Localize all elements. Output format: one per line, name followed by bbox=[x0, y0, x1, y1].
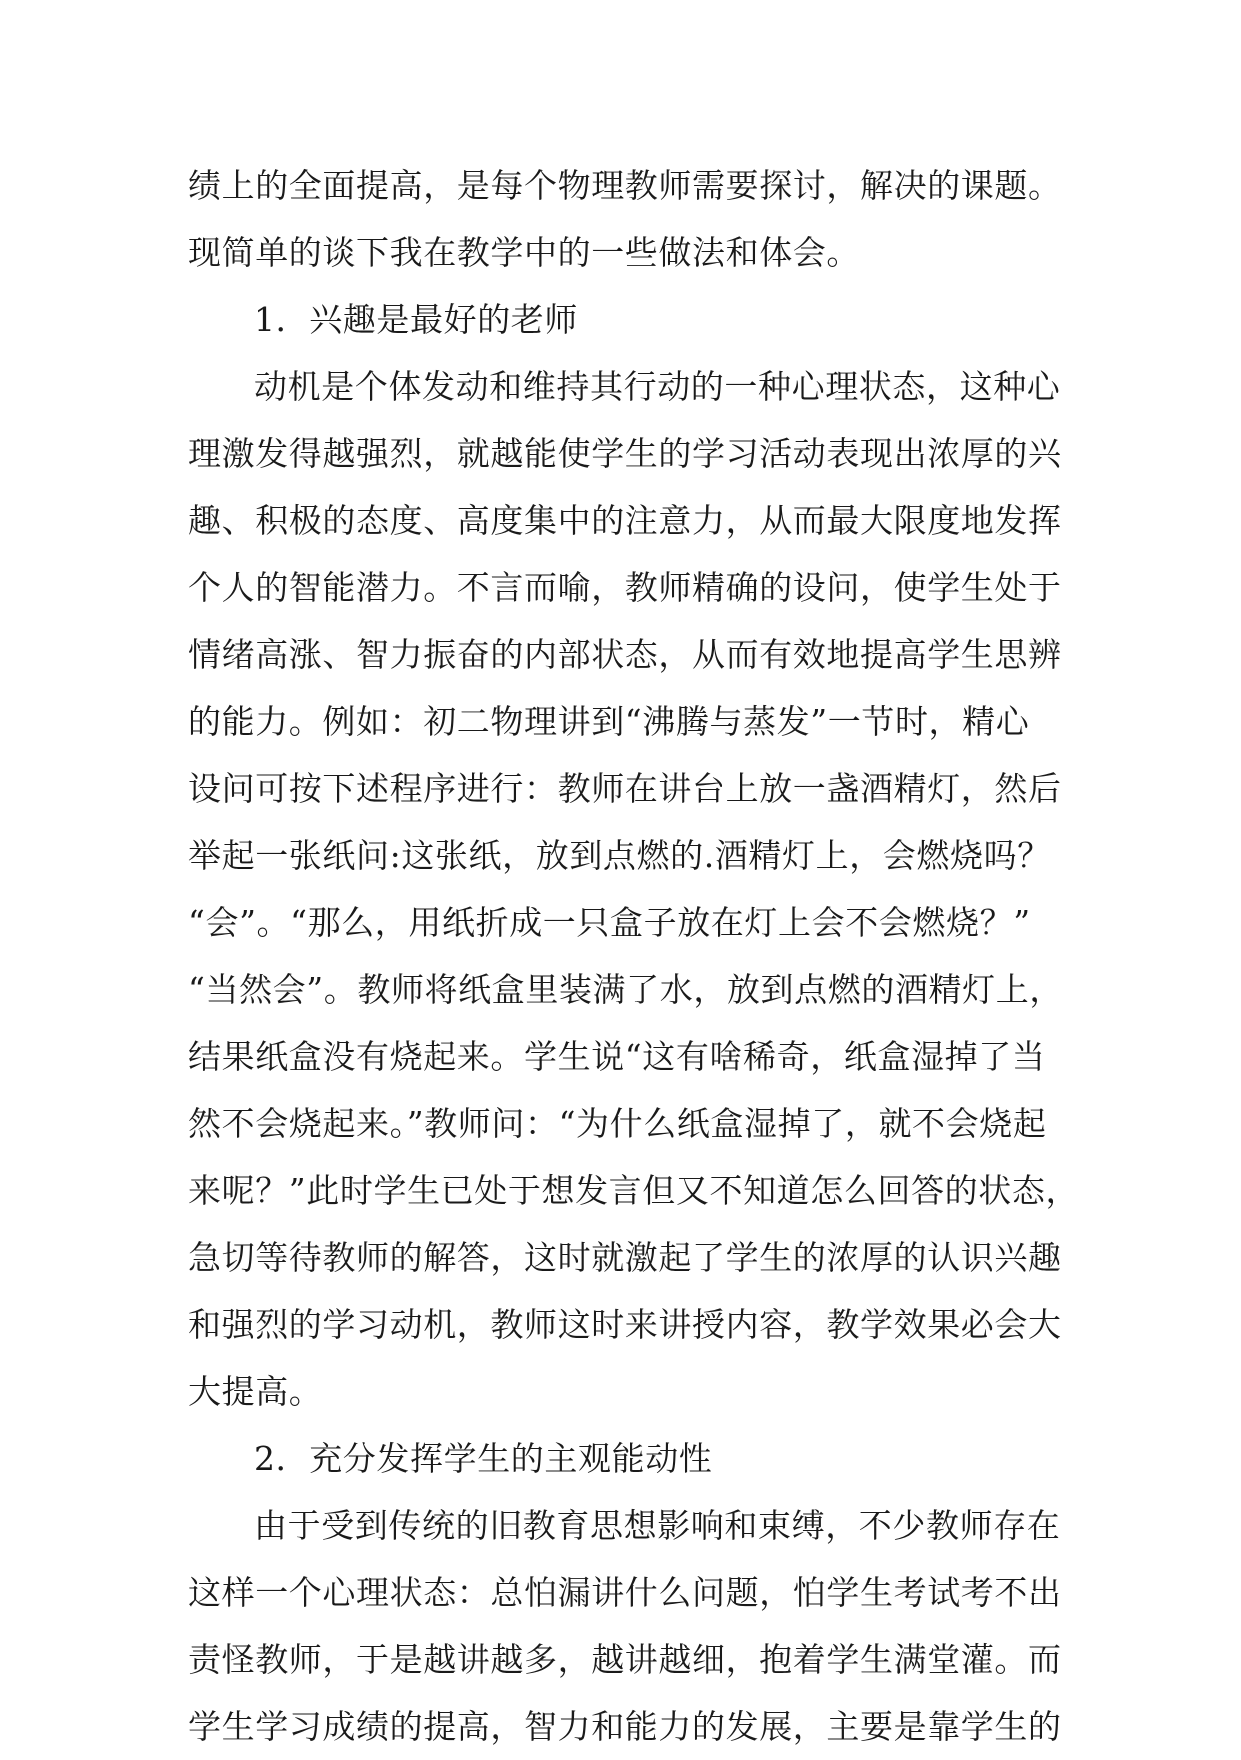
text-line: 举起一张纸问:这张纸，放到点燃的.酒精灯上，会燃烧吗？ bbox=[188, 836, 1051, 875]
text-line: 现简单的谈下我在教学中的一些做法和体会。 bbox=[188, 233, 860, 272]
text-line: 来呢？”此时学生已处于想发言但又不知道怎么回答的状态， bbox=[188, 1171, 1080, 1210]
text-line: “会”。“那么，用纸折成一只盒子放在灯上会不会燃烧？” bbox=[188, 903, 1031, 942]
document-body bbox=[188, 152, 1080, 1760]
section-heading: 1．兴趣是最好的老师 bbox=[254, 300, 578, 339]
text-line: 这样一个心理状态：总怕漏讲什么问题，怕学生考试考不出 bbox=[188, 1573, 1062, 1612]
paragraph-first-line: 动机是个体发动和维持其行动的一种心理状态，这种心 bbox=[254, 367, 1061, 406]
text-line: 个人的智能潜力。不言而喻，教师精确的设问，使学生处于 bbox=[188, 568, 1062, 607]
paragraph-first-line: 由于受到传统的旧教育思想影响和束缚，不少教师存在 bbox=[254, 1506, 1061, 1545]
text-line: 理激发得越强烈，就越能使学生的学习活动表现出浓厚的兴 bbox=[188, 434, 1062, 473]
text-line: 的能力。例如：初二物理讲到“沸腾与蒸发”一节时，精心 bbox=[188, 702, 1030, 741]
text-line: 大提高。 bbox=[188, 1372, 323, 1411]
text-line: “当然会”。教师将纸盒里装满了水，放到点燃的酒精灯上， bbox=[188, 970, 1063, 1009]
text-line: 和强烈的学习动机，教师这时来讲授内容，教学效果必会大 bbox=[188, 1305, 1062, 1344]
text-line: 设问可按下述程序进行：教师在讲台上放一盏酒精灯，然后 bbox=[188, 769, 1062, 808]
text-line: 绩上的全面提高，是每个物理教师需要探讨，解决的课题。 bbox=[188, 166, 1062, 205]
text-line: 急切等待教师的解答，这时就激起了学生的浓厚的认识兴趣 bbox=[188, 1238, 1062, 1277]
section-heading: 2．充分发挥学生的主观能动性 bbox=[254, 1439, 713, 1478]
text-line: 学生学习成绩的提高，智力和能力的发展，主要是靠学生的 bbox=[188, 1707, 1062, 1746]
text-line: 趣、积极的态度、高度集中的注意力，从而最大限度地发挥 bbox=[188, 501, 1062, 540]
text-line: 责怪教师，于是越讲越多，越讲越细，抱着学生满堂灌。而 bbox=[188, 1640, 1062, 1679]
text-line: 然不会烧起来。”教师问：“为什么纸盒湿掉了，就不会烧起 bbox=[188, 1104, 1047, 1143]
text-line: 情绪高涨、智力振奋的内部状态，从而有效地提高学生思辨 bbox=[188, 635, 1062, 674]
text-line: 结果纸盒没有烧起来。学生说“这有啥稀奇，纸盒湿掉了当 bbox=[188, 1037, 1046, 1076]
